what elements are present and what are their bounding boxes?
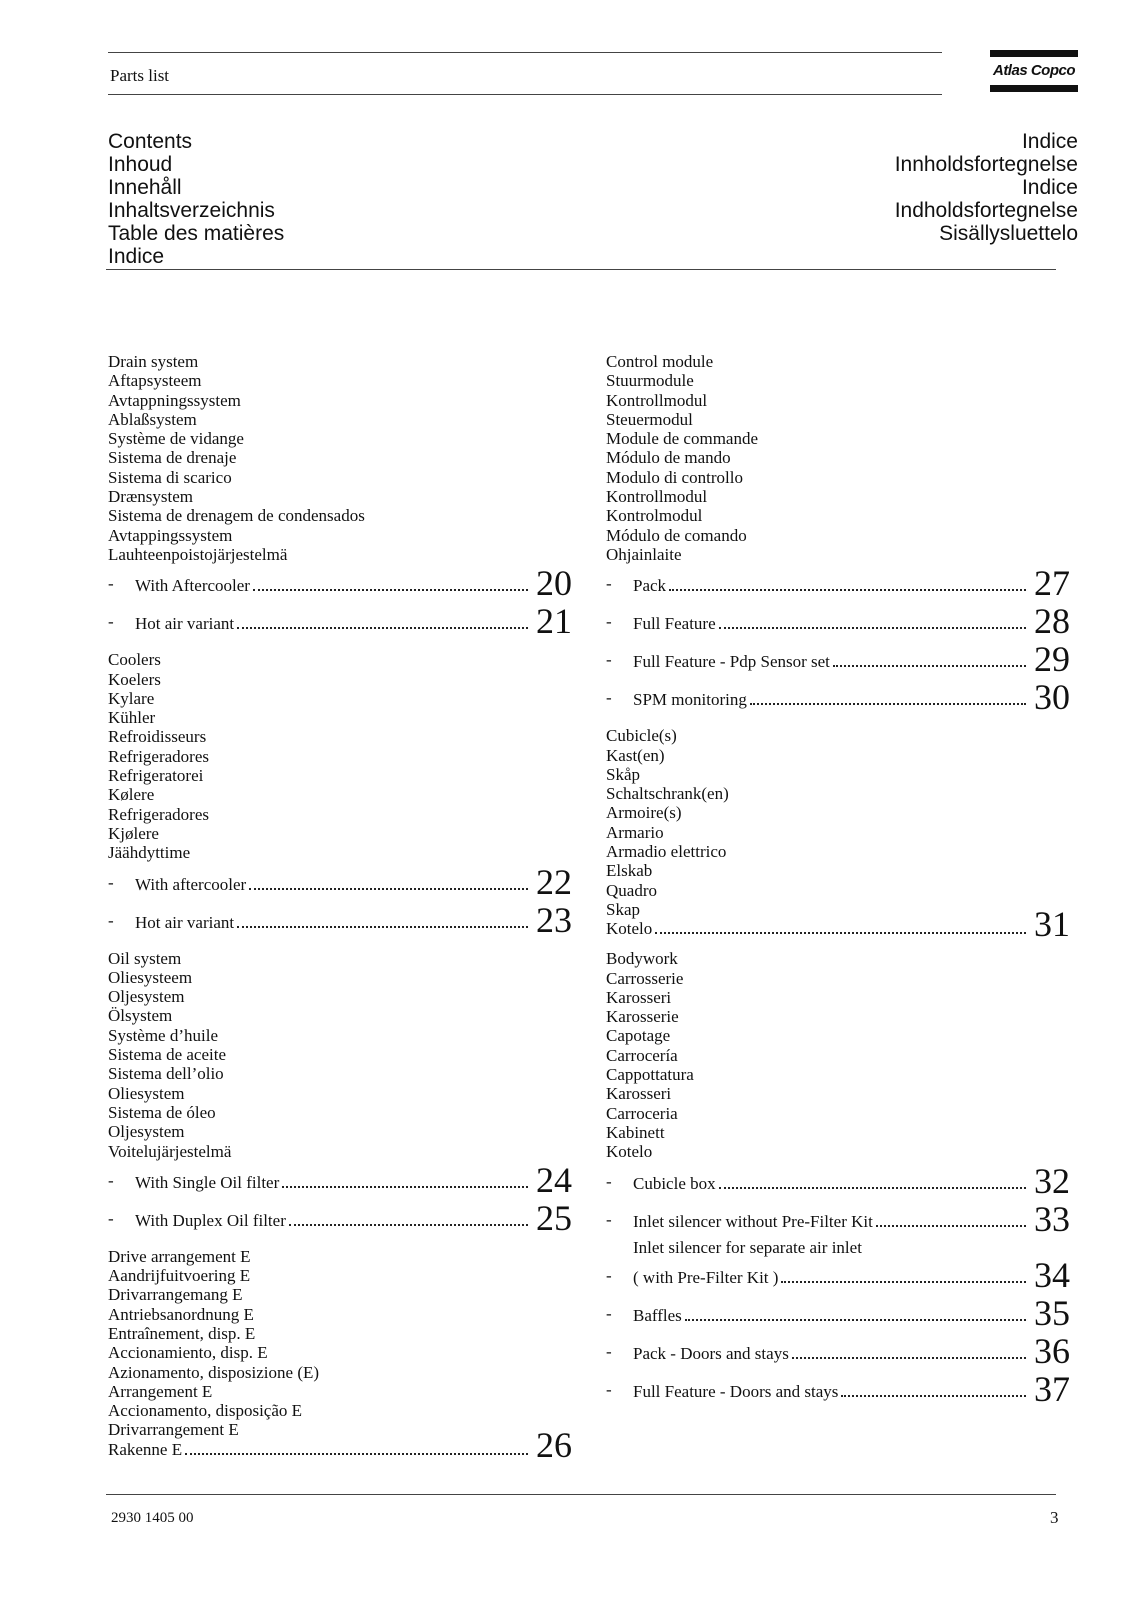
section-name: Kontrollmodul [606, 390, 708, 410]
contents-title: Innehåll [108, 176, 182, 199]
entry-title: SPM monitoring [633, 690, 747, 710]
entry-leader [135, 875, 528, 895]
contents-titles-right [895, 130, 1078, 245]
dot-leader [282, 1186, 528, 1188]
entry-page-number: 37 [1034, 1368, 1070, 1409]
dot-leader [719, 1187, 1026, 1189]
section-name: Accionamiento, disp. E [108, 1343, 268, 1363]
entry-dash: - [606, 1265, 612, 1285]
entry-leader [135, 576, 528, 596]
entry-dash: - [108, 910, 114, 930]
entry-page-number: 34 [1034, 1254, 1070, 1295]
section-name: Carrocería [606, 1045, 678, 1065]
entry-dash: - [108, 574, 114, 594]
dot-leader [669, 589, 1026, 591]
section-name: Cubicle(s) [606, 726, 677, 746]
entry-title: Inlet silencer without Pre-Filter Kit [633, 1211, 873, 1231]
header-bottom-rule [108, 94, 942, 95]
entry-page-number: 26 [536, 1424, 572, 1465]
dot-leader [750, 703, 1026, 705]
section-name: Armario [606, 822, 664, 842]
entry-title: Hot air variant [135, 912, 235, 932]
entry-dash: - [606, 688, 612, 708]
entry-page-number: 32 [1034, 1160, 1070, 1201]
contents-titles-left [108, 130, 284, 268]
section-name: Módulo de comando [606, 525, 747, 545]
section-name: Ablaßsystem [108, 409, 197, 429]
section-name: Refrigeradores [108, 804, 210, 824]
section-name: Drivarrangemang E [108, 1285, 243, 1305]
toc-entry[interactable] [108, 901, 572, 939]
entry-title: Full Feature - Pdp Sensor set [633, 652, 830, 672]
toc-entry[interactable] [606, 602, 1070, 640]
entry-title: Pack [633, 576, 667, 596]
entry-page-number: 23 [536, 899, 572, 940]
contents-title: Indholdsfortegnelse [894, 199, 1078, 222]
section-name: Voitelujärjestelmä [108, 1141, 232, 1161]
dot-leader [833, 665, 1026, 667]
toc-entry[interactable] [108, 863, 572, 901]
section-name: Oliesystem [108, 1083, 185, 1103]
toc-entry[interactable] [108, 1161, 572, 1199]
toc-entry[interactable] [606, 1370, 1070, 1408]
entry-page-number: 21 [536, 601, 572, 642]
toc-entry[interactable] [606, 1294, 1070, 1332]
section-name: Refrigeratorei [108, 766, 204, 786]
section-name: Schaltschrank(en) [606, 784, 729, 804]
entry-leader [633, 576, 1026, 596]
entry-leader [135, 1211, 528, 1231]
section-name: Control module [606, 352, 714, 371]
section-name: Oljesystem [108, 987, 185, 1007]
contents-title: Indice [1021, 176, 1078, 199]
toc-section [108, 650, 572, 938]
section-name: Sistema de drenaje [108, 448, 237, 468]
entry-title: Inlet silencer for separate air inlet [633, 1237, 862, 1257]
entry-title: Full Feature - Doors and stays [633, 1381, 839, 1401]
contents-title: Innholdsfortegnelse [894, 153, 1078, 176]
dot-leader [249, 888, 528, 890]
dot-leader [655, 932, 1026, 934]
dot-leader [792, 1357, 1026, 1359]
entry-leader [633, 1174, 1026, 1194]
dot-leader [841, 1395, 1026, 1397]
section-name: Kast(en) [606, 745, 665, 765]
entry-leader [135, 1173, 528, 1193]
section-name: Drain system [108, 352, 199, 371]
entry-dash: - [606, 1341, 612, 1361]
page-number: 3 [1050, 1508, 1059, 1527]
section-name: Karosserie [606, 1007, 679, 1027]
entry-title: Kotelo [606, 919, 653, 939]
section-name: Karosseri [606, 987, 672, 1007]
dot-leader [876, 1225, 1026, 1227]
section-name: Sistema di scarico [108, 467, 232, 487]
entry-leader [108, 1440, 528, 1460]
entry-page-number: 36 [1034, 1330, 1070, 1371]
logo-text: Atlas Copco [992, 62, 1075, 79]
entry-title: Full Feature [633, 614, 716, 634]
dot-leader [185, 1453, 528, 1455]
section-name: Armoire(s) [606, 803, 682, 823]
entry-page-number: 35 [1034, 1292, 1070, 1333]
toc-section [108, 949, 572, 1237]
contents-title: Table des matières [108, 222, 285, 245]
header-label: Parts list [110, 66, 170, 85]
section-name: Carrosserie [606, 968, 684, 988]
section-name: Module de commande [606, 429, 759, 449]
section-name: Arrangement E [108, 1381, 213, 1401]
header-top-rule [108, 52, 942, 53]
entry-dash: - [108, 872, 114, 892]
toc-section [606, 726, 1070, 945]
toc-entry[interactable] [606, 1332, 1070, 1370]
section-name: Stuurmodule [606, 371, 694, 391]
entry-dash: - [606, 1303, 612, 1323]
section-name: Quadro [606, 880, 657, 900]
section-name: Skap [606, 899, 640, 919]
section-name: Koelers [108, 669, 161, 689]
toc-entry[interactable] [108, 602, 572, 640]
section-name: Ohjainlaite [606, 544, 682, 564]
entry-leader [633, 1382, 1026, 1402]
entry-title: Hot air variant [135, 614, 235, 634]
section-name: Drivarrangement E [108, 1420, 239, 1440]
section-name: Cappottatura [606, 1065, 694, 1085]
dot-leader [253, 589, 528, 591]
entry-page-number: 24 [536, 1159, 572, 1200]
contents-title: Contents [108, 130, 193, 153]
entry-page-number: 20 [536, 563, 572, 604]
atlas-copco-logo [990, 50, 1078, 94]
entry-page-number: 27 [1034, 563, 1070, 604]
section-name: Kontrolmodul [606, 506, 703, 526]
section-name: Skåp [606, 764, 640, 784]
section-name: Sistema de aceite [108, 1045, 227, 1065]
logo-bottom-bar [990, 85, 1078, 92]
section-name: Carroceria [606, 1103, 678, 1123]
contents-title: Sisällysluettelo [939, 222, 1078, 245]
entry-dash: - [606, 650, 612, 670]
section-name: Sistema de drenagem de condensados [108, 506, 365, 526]
toc-section [108, 1246, 572, 1465]
entry-dash: - [606, 574, 612, 594]
contents-title: Inhoud [108, 153, 173, 176]
section-name: Lauhteenpoistojärjestelmä [108, 544, 288, 564]
dot-leader [289, 1224, 528, 1226]
section-name: Kotelo [606, 1142, 653, 1162]
entry-dash: - [108, 1170, 114, 1190]
entry-dash: - [606, 612, 612, 632]
section-name: Drive arrangement E [108, 1246, 251, 1266]
section-name: Elskab [606, 861, 653, 881]
entry-title: Cubicle box [633, 1173, 716, 1193]
entry-leader [633, 690, 1026, 710]
entry-dash: - [606, 1171, 612, 1191]
section-name: Coolers [108, 650, 161, 670]
section-name: Bodywork [606, 949, 678, 969]
section-name: Sistema dell’olio [108, 1064, 224, 1084]
section-name: Oljesystem [108, 1122, 185, 1142]
section-name: Armadio elettrico [606, 842, 727, 862]
section-name: Système d’huile [108, 1025, 219, 1045]
section-name: Refrigeradores [108, 746, 210, 766]
contents-rule [106, 269, 1056, 270]
entry-dash: - [606, 1209, 612, 1229]
entry-page-number: 31 [1034, 904, 1070, 945]
toc-right-column [606, 352, 1070, 1408]
section-name: Entraînement, disp. E [108, 1323, 256, 1343]
toc-section [606, 949, 1070, 1407]
entry-page-number: 29 [1034, 639, 1070, 680]
section-name: Karosseri [606, 1084, 672, 1104]
entry-page-number: 28 [1034, 601, 1070, 642]
toc-left-column [108, 352, 572, 1465]
entry-title: With Single Oil filter [135, 1172, 280, 1192]
section-name: Système de vidange [108, 429, 244, 449]
section-name: Aftapsysteem [108, 371, 202, 391]
entry-title: With Duplex Oil filter [135, 1210, 286, 1230]
entry-leader [606, 919, 1026, 939]
entry-title: Rakenne E [108, 1439, 183, 1459]
dot-leader [237, 926, 528, 928]
section-name: Ölsystem [108, 1006, 173, 1026]
section-name: Oil system [108, 948, 182, 968]
toc-entry[interactable] [606, 1200, 1070, 1238]
entry-page-number: 22 [536, 861, 572, 902]
entry-leader [633, 1344, 1026, 1364]
entry-title: With aftercooler [135, 874, 247, 894]
logo-top-bar [990, 50, 1078, 57]
toc-entry[interactable] [606, 1238, 1070, 1294]
dot-leader [719, 627, 1026, 629]
entry-leader [135, 614, 528, 634]
section-name: Avtappingssystem [108, 525, 233, 545]
toc-entry[interactable] [606, 564, 1070, 602]
entry-title-line2: ( with Pre-Filter Kit ) [633, 1267, 779, 1287]
section-name: Modulo di controllo [606, 467, 743, 487]
toc-entry[interactable] [108, 564, 572, 602]
section-name: Refroidisseurs [108, 727, 207, 747]
doc-number: 2930 1405 00 [111, 1510, 194, 1526]
section-name: Kjølere [108, 823, 159, 843]
entry-leader [633, 652, 1026, 672]
toc-entry[interactable] [606, 640, 1070, 678]
entry-page-number: 25 [536, 1197, 572, 1238]
section-name: Sistema de óleo [108, 1102, 216, 1122]
toc-entry[interactable] [606, 1162, 1070, 1200]
toc-entry[interactable] [606, 678, 1070, 716]
entry-title: Pack - Doors and stays [633, 1343, 789, 1363]
section-name: Kühler [108, 708, 156, 728]
entry-page-number: 30 [1034, 677, 1070, 718]
contents-title: Indice [108, 245, 165, 268]
dot-leader [685, 1319, 1026, 1321]
section-name: Azionamento, disposizione (E) [108, 1362, 320, 1382]
section-name: Jäähdyttime [108, 843, 191, 863]
entry-title: Baffles [633, 1305, 682, 1325]
section-name: Drænsystem [108, 487, 193, 507]
section-name: Módulo de mando [606, 448, 731, 468]
toc-section [606, 352, 1070, 716]
dot-leader [781, 1281, 1026, 1283]
entry-leader [633, 1306, 1026, 1326]
section-name: Kølere [108, 785, 155, 805]
section-name: Kabinett [606, 1122, 665, 1142]
dot-leader [237, 627, 528, 629]
section-name: Antriebsanordnung E [108, 1304, 254, 1324]
section-name: Avtappningssystem [108, 390, 241, 410]
entry-dash: - [606, 1379, 612, 1399]
entry-dash: - [108, 612, 114, 632]
contents-title: Inhaltsverzeichnis [108, 199, 275, 222]
footer-rule [106, 1494, 1056, 1495]
section-name: Oliesysteem [108, 967, 193, 987]
entry-page-number: 33 [1034, 1198, 1070, 1239]
section-name: Capotage [606, 1026, 671, 1046]
entry-leader [633, 1212, 1026, 1232]
section-name: Accionamento, disposição E [108, 1401, 303, 1421]
toc-section [108, 352, 572, 640]
section-name: Kontrollmodul [606, 487, 708, 507]
section-name: Kylare [108, 688, 155, 708]
section-name: Steuermodul [606, 409, 693, 429]
entry-leader [633, 614, 1026, 634]
section-name: Aandrijfuitvoering E [108, 1266, 251, 1286]
contents-title: Indice [1021, 130, 1078, 153]
entry-leader [633, 1268, 1026, 1288]
toc-entry[interactable] [108, 1199, 572, 1237]
entry-title: With Aftercooler [135, 576, 250, 596]
entry-dash: - [108, 1208, 114, 1228]
entry-leader [135, 913, 528, 933]
